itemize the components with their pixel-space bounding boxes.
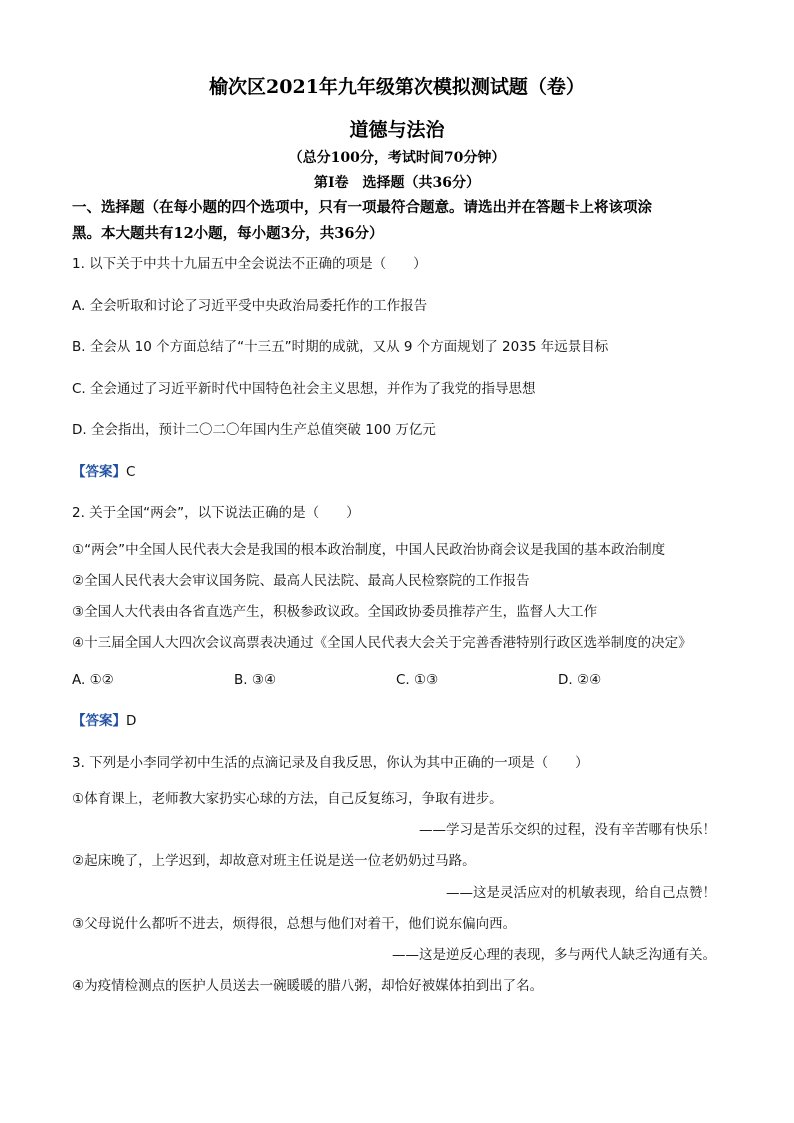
q1-stem: 1. 以下关于中共十九届五中全会说法不正确的项是（ ） <box>72 256 427 272</box>
answer-label: 【答案】 <box>72 713 126 729</box>
subject-title: 道德与法治 <box>349 119 445 141</box>
q2-statement-1: ①“两会”中全国人民代表大会是我国的根本政治制度，中国人民政治协商会议是我国的基本政治制度 <box>72 542 666 558</box>
q1-answer <box>72 463 135 481</box>
answer-value: C <box>126 464 136 480</box>
q3-record-4: ④为疫情检测点的医护人员送去一碗暖暖的腊八粥，却恰好被媒体拍到出了名。 <box>72 978 544 994</box>
q3-record-2: ②起床晚了，上学迟到，却故意对班主任说是送一位老奶奶过马路。 <box>72 853 476 869</box>
q2-statement-3: ③全国人大代表由各省直选产生，积极参政议政。全国政协委员推荐产生，监督人大工作 <box>72 604 598 620</box>
section-instruction-line2: 黑。本大题共有12小题，每小题3分，共36分） <box>72 225 384 242</box>
q1-option-b: B. 全会从 10 个方面总结了“十三五”时期的成就，又从 9 个方面规划了 2035 年远景目标 <box>72 339 609 355</box>
answer-value: D <box>126 713 137 729</box>
q2-stem: 2. 关于全国“两会”，以下说法正确的是（ ） <box>72 505 360 521</box>
q2-answer <box>72 712 136 730</box>
q3-record-1: ①体育课上，老师教大家扔实心球的方法，自己反复练习，争取有进步。 <box>72 791 503 807</box>
q3-reflection-1: ——学习是苦乐交织的过程，没有辛苦哪有快乐！ <box>419 822 716 838</box>
q2-option-d: D. ②④ <box>558 672 602 688</box>
q2-option-b: B. ③④ <box>234 672 277 688</box>
q3-reflection-3: ——这是逆反心理的表现，多与两代人缺乏沟通有关。 <box>392 947 716 963</box>
q3-reflection-2: ——这是灵活应对的机敏表现，给自己点赞！ <box>446 885 716 901</box>
q2-option-c: C. ①③ <box>396 672 439 688</box>
q3-record-3: ③父母说什么都听不进去，烦得很，总想与他们对着干，他们说东偏向西。 <box>72 916 517 932</box>
part-heading: 第Ⅰ卷 选择题（共36分） <box>313 175 481 191</box>
section-instruction-line1: 一、选择题（在每小题的四个选项中，只有一项最符合题意。请选出并在答题卡上将该项涂 <box>72 199 652 216</box>
q2-statement-2: ②全国人民代表大会审议国务院、最高人民法院、最高人民检察院的工作报告 <box>72 573 530 589</box>
q3-stem: 3. 下列是小李同学初中生活的点滴记录及自我反思，你认为其中正确的一项是（ ） <box>72 755 589 771</box>
q1-option-c: C. 全会通过了习近平新时代中国特色社会主义思想，并作为了我党的指导思想 <box>72 381 536 397</box>
answer-label: 【答案】 <box>72 464 126 480</box>
q1-option-a: A. 全会听取和讨论了习近平受中央政治局委托作的工作报告 <box>72 298 428 314</box>
exam-info: （总分100分，考试时间70分钟） <box>288 150 506 166</box>
q1-option-d: D. 全会指出，预计二〇二〇年国内生产总值突破 100 万亿元 <box>72 422 436 438</box>
q2-statement-4: ④十三届全国人大四次会议高票表决通过《全国人民代表大会关于完善香港特别行政区选举制度的决定》 <box>72 635 692 651</box>
q2-option-a: A. ①② <box>72 672 114 688</box>
exam-title: 榆次区2021年九年级第次模拟测试题（卷） <box>209 76 585 98</box>
